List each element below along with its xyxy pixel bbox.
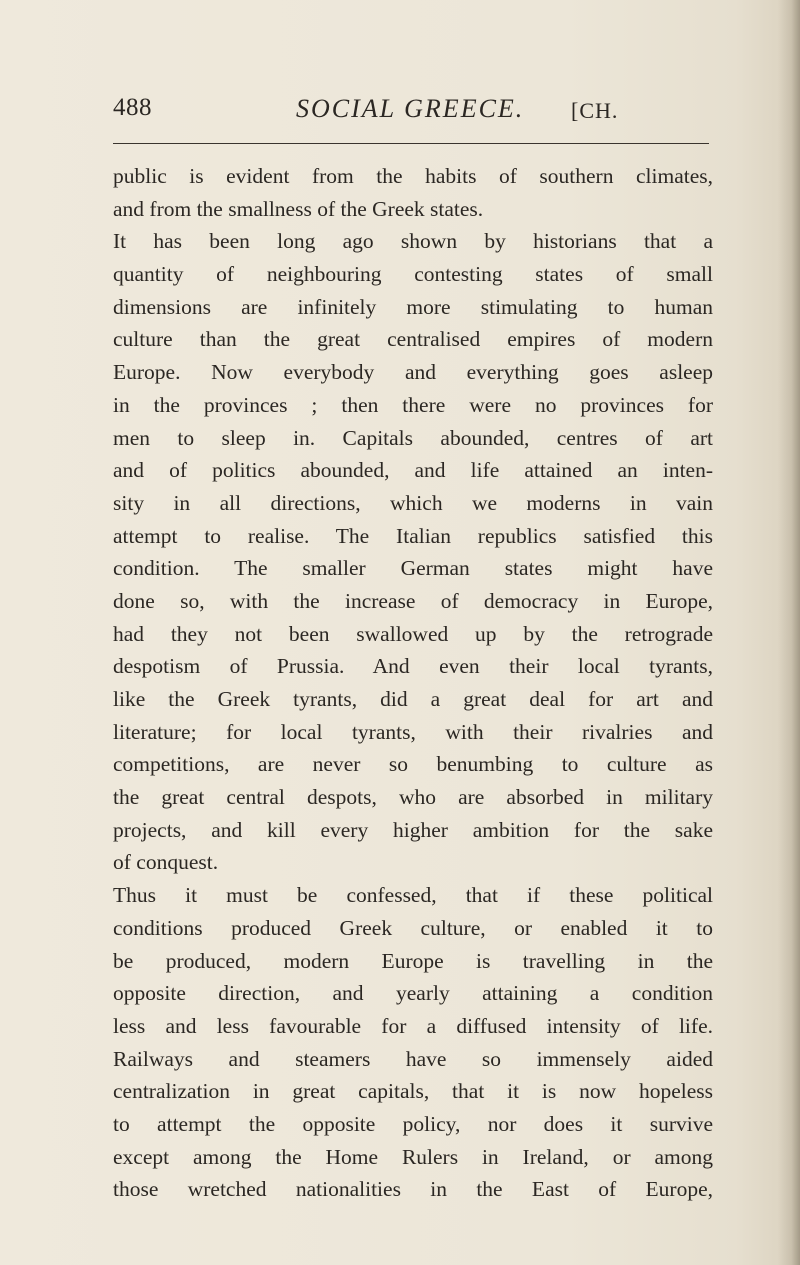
text-line: public is evident from the habits of southern climates, — [113, 164, 713, 188]
page-number: 488 — [113, 94, 152, 121]
text-line: conditions produced Greek culture, or enabled it to — [113, 915, 713, 940]
text-line: done so, with the increase of democracy in Europe, — [113, 588, 713, 613]
text-line: those wretched nationalities in the East of Europe, — [113, 1177, 713, 1202]
running-title: SOCIAL GREECE. — [296, 94, 525, 123]
text-line: and from the smallness of the Greek states. — [113, 196, 484, 221]
text-line: sity in all directions, which we moderns in vain — [113, 490, 713, 515]
text-line: opposite direction, and yearly attaining a condition — [113, 981, 713, 1006]
body-text — [113, 160, 713, 1206]
text-line: condition. The smaller German states might have — [113, 556, 713, 581]
text-line: and of politics abounded, and life attained an inten- — [113, 458, 713, 483]
text-line: It has been long ago shown by historians that a — [113, 229, 713, 254]
text-line: had they not been swallowed up by the retrograde — [113, 621, 713, 646]
text-line: Railways and steamers have so immensely aided — [113, 1046, 713, 1071]
text-line: Europe. Now everybody and everything goes asleep — [113, 360, 713, 385]
text-line: like the Greek tyrants, did a great deal for art and — [113, 687, 713, 711]
text-line: quantity of neighbouring contesting states of small — [113, 262, 713, 287]
text-line: men to sleep in. Capitals abounded, centres of art — [113, 425, 713, 450]
chapter-mark: [CH. — [571, 98, 619, 123]
text-line: dimensions are infinitely more stimulating to human — [113, 294, 713, 319]
text-line: attempt to realise. The Italian republics satisfied this — [113, 523, 713, 548]
text-line: competitions, are never so benumbing to culture as — [113, 752, 713, 777]
text-line: despotism of Prussia. And even their local tyrants, — [113, 654, 713, 679]
text-line: the great central despots, who are absorbed in military — [113, 785, 713, 810]
text-line: culture than the great centralised empires of modern — [113, 327, 713, 352]
page-edge-shadow — [778, 0, 800, 1265]
text-line: to attempt the opposite policy, nor does it survive — [113, 1111, 713, 1136]
header-rule — [113, 143, 709, 144]
text-line: centralization in great capitals, that it is now hopeless — [113, 1079, 713, 1104]
page-header — [113, 94, 713, 134]
text-line: less and less favourable for a diffused intensity of life. — [113, 1013, 713, 1038]
text-line: literature; for local tyrants, with their rivalries and — [113, 719, 713, 744]
text-line: in the provinces ; then there were no provinces for — [113, 392, 713, 417]
text-line: of conquest. — [113, 850, 219, 875]
text-line: be produced, modern Europe is travelling in the — [113, 948, 713, 973]
text-line: projects, and kill every higher ambition for the sake — [113, 817, 713, 842]
text-line: Thus it must be confessed, that if these political — [113, 883, 713, 908]
text-line: except among the Home Rulers in Ireland, or among — [113, 1144, 713, 1169]
